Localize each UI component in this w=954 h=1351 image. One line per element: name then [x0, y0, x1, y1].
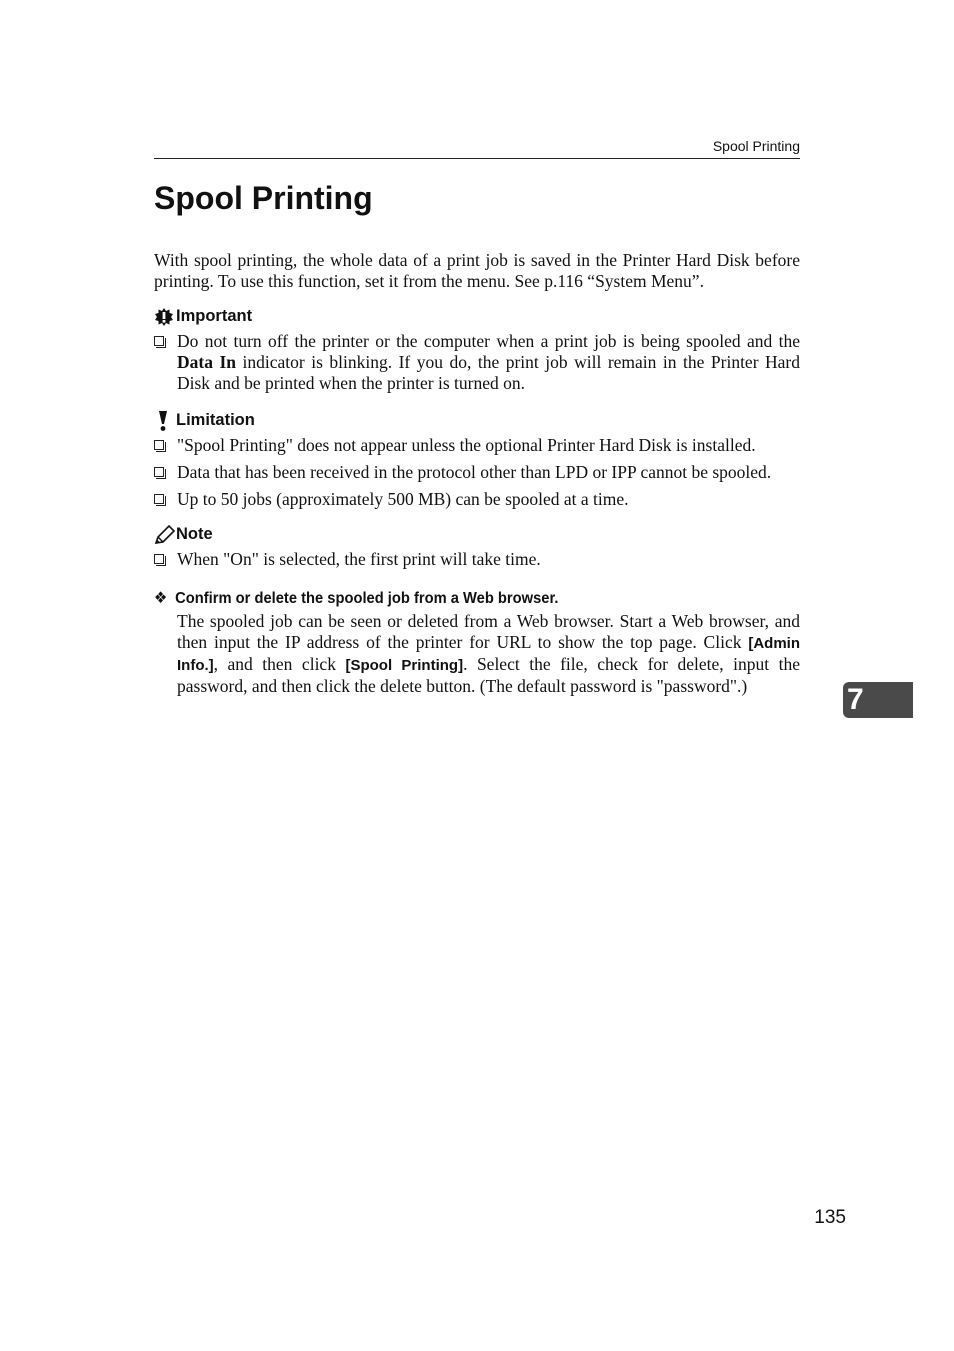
- intro-paragraph: With spool printing, the whole data of a print job is saved in the Printer Hard Disk before printing. To use this function, set it from the menu. See p.116 “System Menu”.: [154, 250, 800, 291]
- diamond-bullet-icon: ❖: [154, 590, 168, 607]
- note-label-text: Note: [176, 525, 213, 543]
- limitation-label-text: Limitation: [176, 411, 255, 429]
- main-content: [154, 250, 800, 697]
- admin-info-button-ref: [Admin Info.]: [177, 635, 800, 674]
- note-list: [154, 549, 800, 570]
- running-header: Spool Printing: [154, 138, 800, 159]
- checkbox-icon: [154, 467, 164, 477]
- page-number: 135: [814, 1207, 846, 1228]
- pencil-icon: [154, 525, 176, 545]
- list-item: Data that has been received in the protocol other than LPD or IPP cannot be spooled.: [154, 462, 800, 483]
- checkbox-icon: [154, 554, 164, 564]
- checkbox-icon: [154, 336, 164, 346]
- confirm-paragraph: The spooled job can be seen or deleted from a Web browser. Start a Web browser, and then input the IP address of the printer for URL to show the top page. Click [Admin Info.], and then click [Spool Printing]. Select the file, check for delete, input the password, and then click the delete button. (The default password is "password".): [177, 611, 801, 696]
- important-label-text: Important: [176, 307, 253, 325]
- list-item: "Spool Printing" does not appear unless the optional Printer Hard Disk is installed.: [154, 435, 800, 456]
- checkbox-icon: [154, 494, 164, 504]
- limitation-icon: [154, 411, 176, 431]
- important-icon: [154, 307, 176, 327]
- limitation-list: [154, 435, 800, 510]
- chapter-tab: 7: [843, 682, 913, 718]
- important-list: [154, 331, 800, 394]
- important-label: [154, 306, 800, 327]
- checkbox-icon: [154, 440, 164, 450]
- list-item: Do not turn off the printer or the computer when a print job is being spooled and the Data In indicator is blinking. If you do, the print job will remain in the Printer Hard Disk and be printed when the printer is turned on.: [154, 331, 800, 394]
- page-title: Spool Printing: [154, 180, 373, 216]
- confirm-heading: ❖ Confirm or delete the spooled job from a Web browser.: [154, 590, 559, 607]
- spool-printing-button-ref: [Spool Printing]: [345, 657, 464, 674]
- data-in-indicator: Data In: [177, 352, 237, 372]
- note-label: [154, 524, 800, 545]
- list-item: Up to 50 jobs (approximately 500 MB) can be spooled at a time.: [154, 489, 800, 510]
- list-item: When "On" is selected, the first print will take time.: [154, 549, 800, 570]
- limitation-label: [154, 410, 800, 431]
